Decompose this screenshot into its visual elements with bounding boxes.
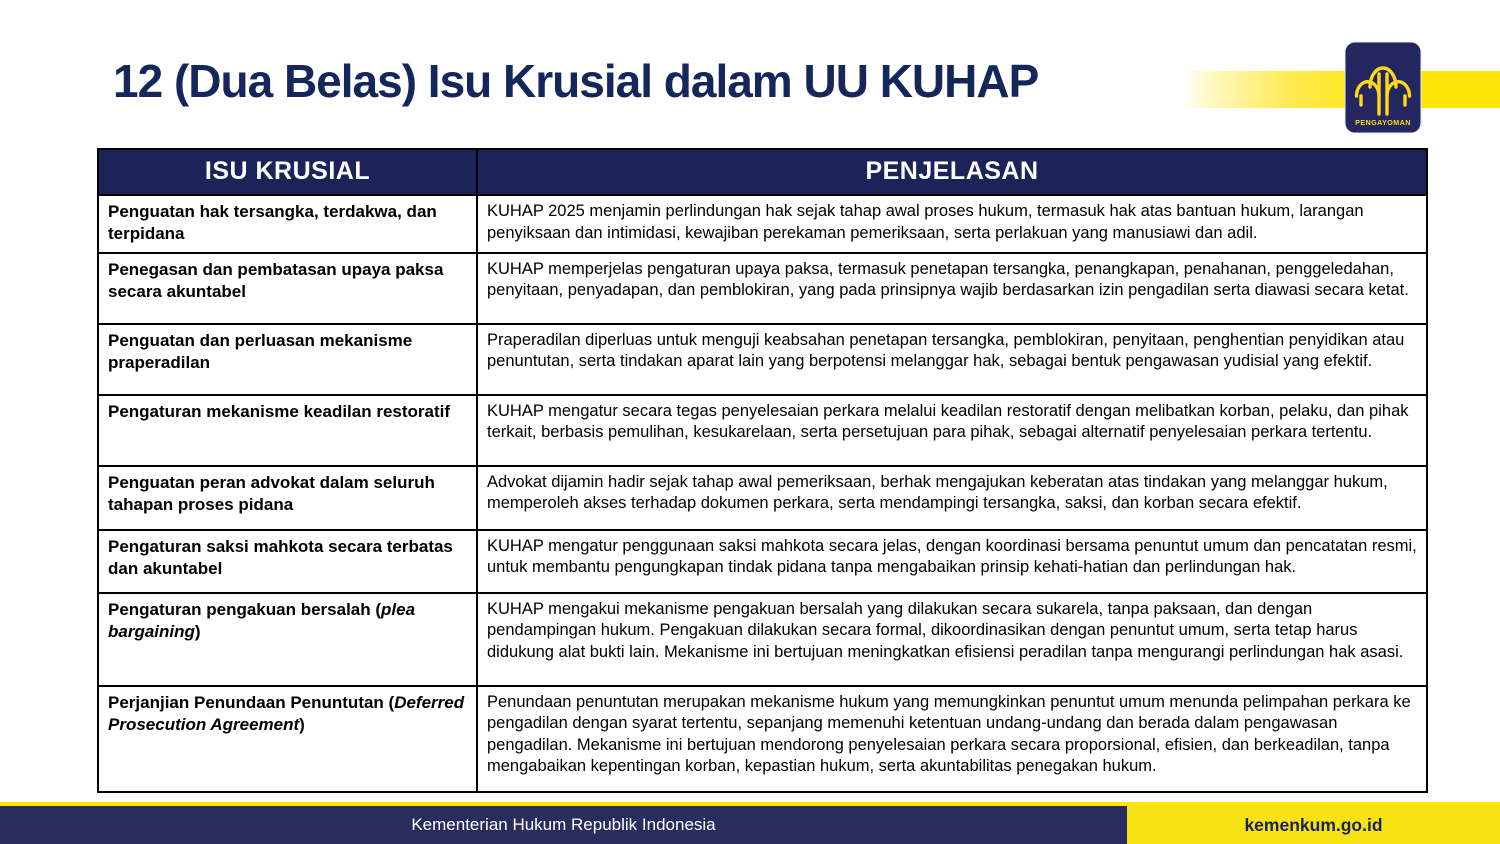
table-row [99,396,1426,465]
table-row [99,196,1426,252]
issue-cell: Penguatan hak tersangka, terdakwa, dan terpidana [99,196,476,252]
issue-cell: Perjanjian Penundaan Penuntutan (Deferred Prosecution Agreement) [99,687,476,791]
issue-cell: Penguatan dan perluasan mekanisme praperadilan [99,325,476,394]
explanation-cell: Advokat dijamin hadir sejak tahap awal pemeriksaan, berhak mengajukan keberatan atas tindakan yang melanggar hukum, memperoleh akses terhadap dokumen perkara, serta mendampingi tersangka, saksi, dan korban secara efektif. [478,467,1426,529]
explanation-cell: KUHAP mengatur secara tegas penyelesaian perkara melalui keadilan restoratif dengan melibatkan korban, pelaku, dan pihak terkait, berbasis pemulihan, kesukarelaan, serta persetujuan para pihak, sebagai alternatif penyelesaian perkara tertentu. [478,396,1426,465]
explanation-cell: KUHAP mengatur penggunaan saksi mahkota secara jelas, dengan koordinasi bersama penuntut umum dan pencatatan resmi, untuk membantu pengungkapan tindak pidana tanpa mengabaikan prinsip kehati-hatian dan perlindungan hak. [478,531,1426,592]
table-row [99,687,1426,791]
explanation-cell: Praperadilan diperluas untuk menguji keabsahan penetapan tersangka, pemblokiran, penyitaan, penghentian penyidikan atau penuntutan, serta tindakan aparat lain yang berpotensi melanggar hak, sebagai bentuk pengawasan yudisial yang efektif. [478,325,1426,394]
table-header-row [99,150,1426,194]
issue-cell: Pengaturan pengakuan bersalah (plea bargaining) [99,594,476,685]
ministry-logo [1344,41,1422,134]
table-row [99,594,1426,685]
footer-ministry-label: Kementerian Hukum Republik Indonesia [411,815,716,834]
pengayoman-logo-icon [1344,41,1422,134]
explanation-cell: Penundaan penuntutan merupakan mekanisme hukum yang memungkinkan penuntut umum menunda pelimpahan perkara ke pengadilan dengan syarat tertentu, sepanjang memenuhi ketentuan undang-undang dan berada dalam pengawasan pengadilan. Mekanisme ini bertujuan mendorong penyelesaian perkara secara proporsional, efisien, dan berkeadilan, tanpa mengabaikan kepentingan korban, kepastian hukum, serta akuntabilitas penegakan hukum. [478,687,1426,791]
logo-caption: PENGAYOMAN [1355,118,1411,127]
footer-website-label: kemenkum.go.id [1244,814,1383,835]
page-title: 12 (Dua Belas) Isu Krusial dalam UU KUHAP [113,55,1039,107]
column-header-isu-krusial: ISU KRUSIAL [99,150,476,194]
table-row [99,467,1426,529]
issue-cell: Pengaturan saksi mahkota secara terbatas dan akuntabel [99,531,476,592]
table-row [99,325,1426,394]
issue-cell: Penguatan peran advokat dalam seluruh tahapan proses pidana [99,467,476,529]
footer-bar [0,802,1500,844]
explanation-cell: KUHAP memperjelas pengaturan upaya paksa, termasuk penetapan tersangka, penangkapan, penahanan, penggeledahan, penyitaan, penyadapan, dan pemblokiran, yang pada prinsipnya wajib berdasarkan izin pengadilan serta diawasi secara ketat. [478,254,1426,323]
footer-website [1127,806,1500,844]
issues-table [97,148,1428,793]
column-header-penjelasan: PENJELASAN [478,150,1426,194]
explanation-cell: KUHAP mengakui mekanisme pengakuan bersalah yang dilakukan secara sukarela, tanpa paksaan, dan dengan pendampingan hukum. Pengakuan dilakukan secara formal, dikoordinasikan dengan penuntut umum, serta tetap harus didukung alat bukti lain. Mekanisme ini bertujuan meningkatkan efisiensi peradilan tanpa mengurangi perlindungan hak asasi. [478,594,1426,685]
issue-cell: Penegasan dan pembatasan upaya paksa secara akuntabel [99,254,476,323]
explanation-cell: KUHAP 2025 menjamin perlindungan hak sejak tahap awal proses hukum, termasuk hak atas bantuan hukum, larangan penyiksaan dan intimidasi, kewajiban perekaman pemeriksaan, serta perlakuan yang manusiawi dan adil. [478,196,1426,252]
footer-ministry [0,806,1127,844]
table-row [99,254,1426,323]
issue-cell: Pengaturan mekanisme keadilan restoratif [99,396,476,465]
yellow-ribbon [1183,71,1500,108]
table-row [99,531,1426,592]
